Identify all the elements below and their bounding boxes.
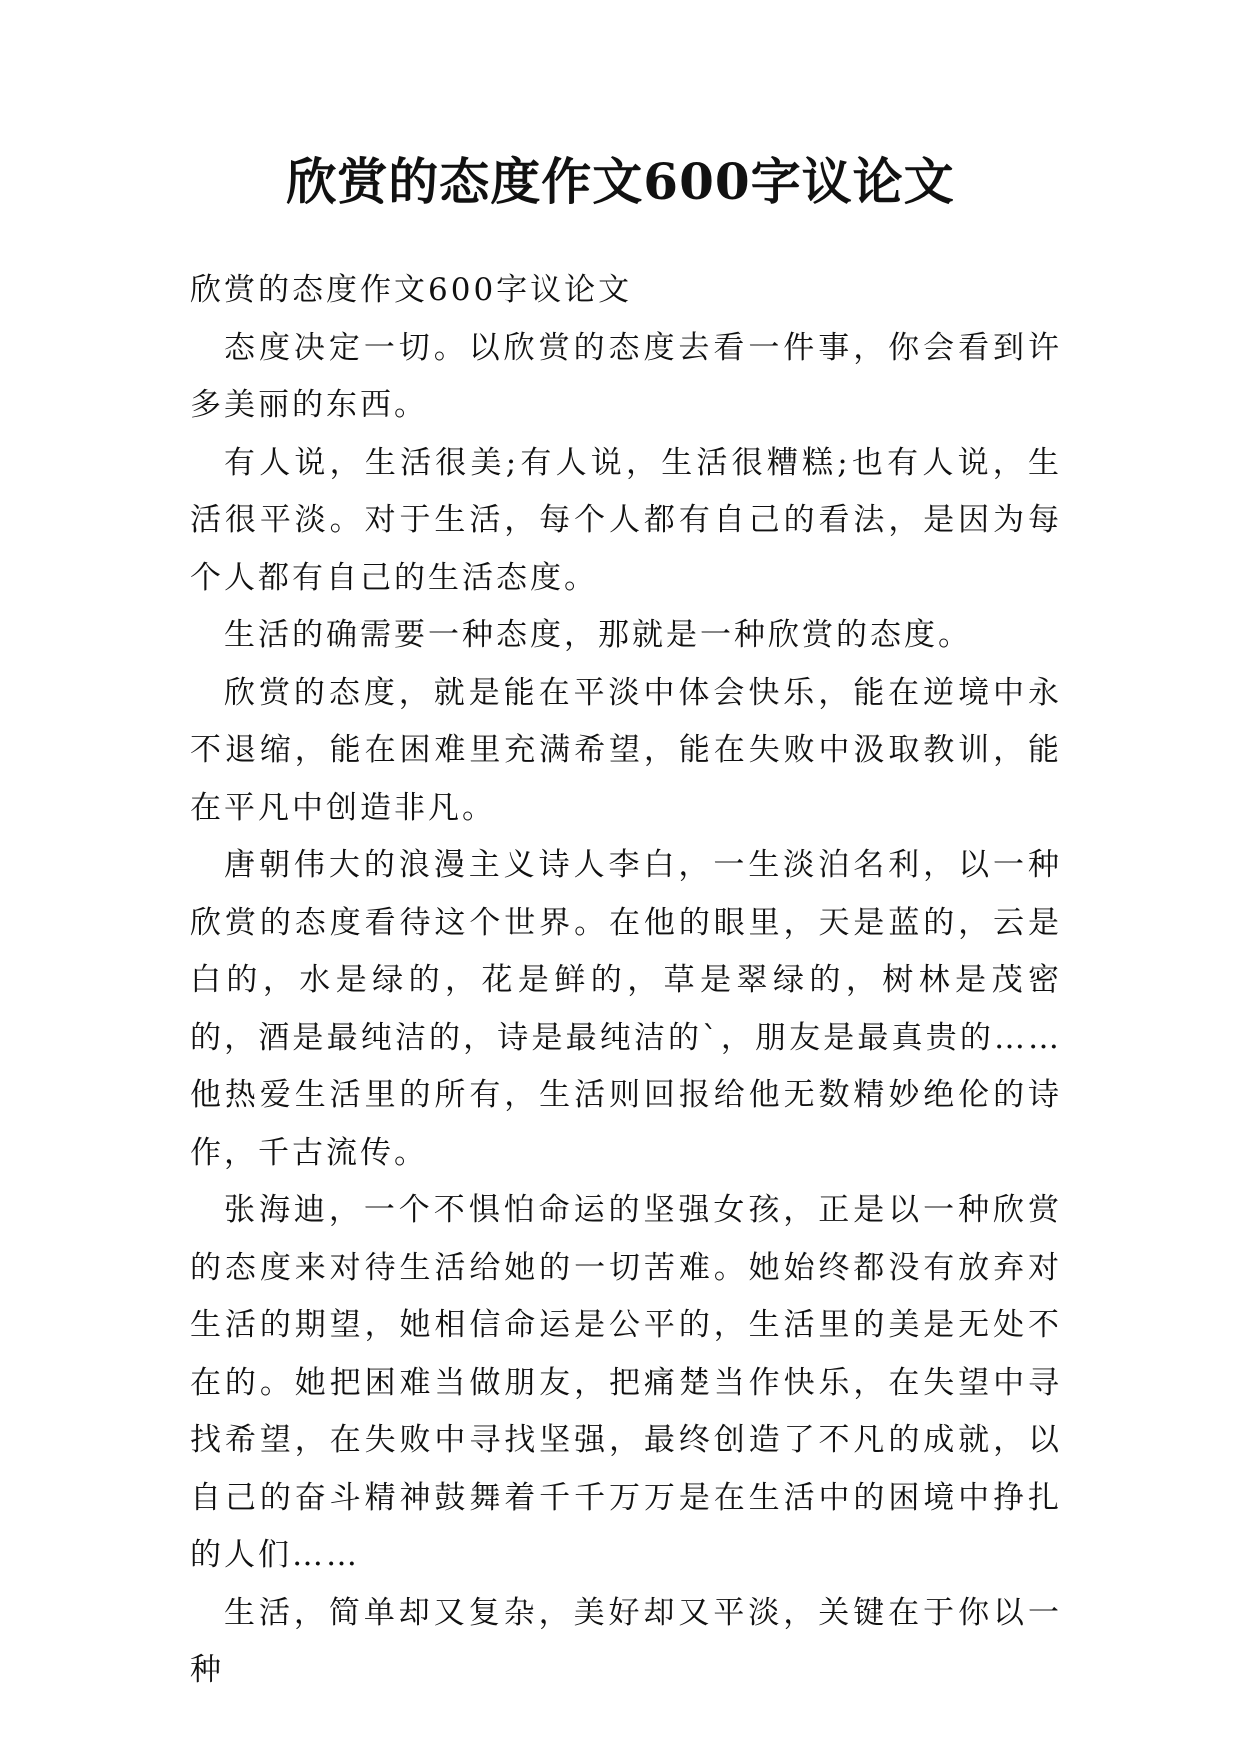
- document-subtitle: 欣赏的态度作文600字议论文: [190, 272, 633, 308]
- paragraph: 生活的确需要一种态度，那就是一种欣赏的态度。: [224, 617, 972, 653]
- paragraph: 唐朝伟大的浪漫主义诗人李白，一生淡泊名利，以一种欣赏的态度看待这个世界。在他的眼里，天是蓝的，云是白的，水是绿的，花是鲜的，草是翠绿的，树林是茂密的，酒是最纯洁的，诗是最纯洁的`，朋友是最真贵的……他热爱生活里的所有，生活则回报给他无数精妙绝伦的诗作，千古流传。: [190, 847, 1062, 1171]
- paragraph: 张海迪，一个不惧怕命运的坚强女孩，正是以一种欣赏的态度来对待生活给她的一切苦难。她始终都没有放弃对生活的期望，她相信命运是公平的，生活里的美是无处不在的。她把困难当做朋友，把痛楚当作快乐，在失望中寻找希望，在失败中寻找坚强，最终创造了不凡的成就，以自己的奋斗精神鼓舞着千千万万是在生活中的困境中挣扎的人们……: [190, 1192, 1062, 1573]
- paragraph: 欣赏的态度，就是能在平淡中体会快乐，能在逆境中永不退缩，能在困难里充满希望，能在失败中汲取教训，能在平凡中创造非凡。: [190, 674, 1062, 826]
- paragraph: 有人说，生活很美;有人说，生活很糟糕;也有人说，生活很平淡。对于生活，每个人都有自己的看法，是因为每个人都有自己的生活态度。: [190, 444, 1062, 596]
- document-body: [190, 262, 1062, 1700]
- document-title: 欣赏的态度作文600字议论文: [286, 152, 955, 211]
- paragraph: 态度决定一切。以欣赏的态度去看一件事，你会看到许多美丽的东西。: [190, 329, 1062, 423]
- paragraph: 生活，简单却又复杂，美好却又平淡，关键在于你以一种: [190, 1594, 1062, 1688]
